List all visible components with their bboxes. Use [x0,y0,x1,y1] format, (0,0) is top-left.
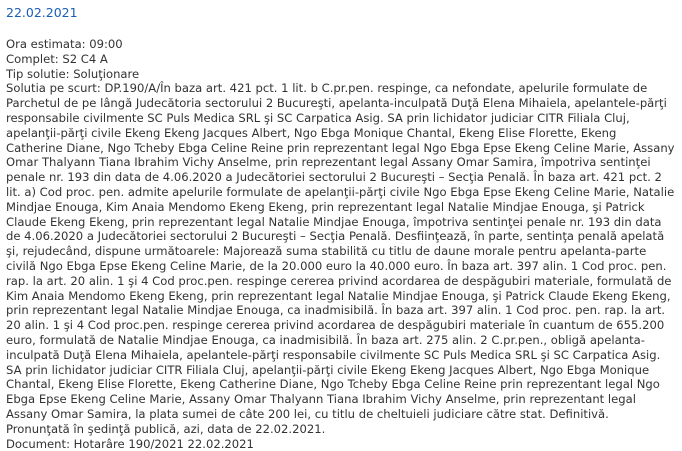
field-value: S2 C4 A [62,51,108,66]
field-solution-type [6,67,676,82]
field-label: Tip solutie: [6,66,74,81]
field-label: Complet: [6,51,63,66]
field-panel [6,52,676,67]
summary-text: DP.190/A/În baza art. 421 pct. 1 lit. b C.pr.pen. respinge, ca nefondate, apelurile formulate de Parchetul de pe lângă Judecătoria sectorului 2 Bucureşti, apelanta-inculpată Duţă Elena Mihaiela, apelantele-părţi responsabile civilmente SC Puls Medica SRL şi SC Carpatica Asig. SA prin lichidator judiciar CITR Filiala Cluj, apelanţii-părţi civile Ekeng Ekeng Jacques Albert, Ngo Ebga Monique Chantal, Ekeng Elise Florette, Ekeng Catherine Diane, Ngo Tcheby Ebga Celine Reine prin reprezentant legal Ngo Ebga Epse Ekeng Celine Marie, Assany Omar Thalyann Tiana Ibrahim Vichy Anselme, prin reprezentant legal Assany Omar Samira, împotriva sentinţei penale nr. 193 din data de 4.06.2020 a Judecătoriei sectorului 2 Bucureşti – Secţia Penală. În baza art. 421 pct. 2 lit. a) Cod proc. pen. admite apelurile formulate de apelanţii-părţi civile Ngo Ebga Epse Ekeng Celine Marie, Natalie Mindjae Enouga, Kim Anaia Mendomo Ekeng Ekeng, prin reprezentant legal Natalie Mindjae Enouga, şi Patrick Claude Ekeng Ekeng, prin reprezentant legal Natalie Mindjae Enouga, împotriva sentinţei penale nr. 193 din data de 4.06.2020 a Judecătoriei sectorului 2 Bucureşti – Secţia Penală. Desfiinţează, în parte, sentinţa penală apelată şi, rejudecând, dispune următoarele: Majorează suma stabilită cu titlu de daune morale pentru apelanta-parte civilă Ngo Ebga Epse Ekeng Celine Marie, de la 20.000 euro la 40.000 euro. În baza art. 397 alin. 1 Cod proc. pen. rap. la art. 20 alin. 1 şi 4 Cod proc.pen. respinge cererea privind acordarea de despăgubiri materiale, formulată de Kim Anaia Mendomo Ekeng Ekeng, prin reprezentant legal Natalie Mindjae Enouga, şi Patrick Claude Ekeng Ekeng, prin reprezentant legal Natalie Mindjae Enouga, ca inadmisibilă. În baza art. 397 alin. 1 Cod proc. pen. rap. la art. 20 alin. 1 şi 4 Cod proc.pen. respinge cererea privind acordarea de despăgubiri materiale în cuantum de 655.200 euro, formulată de Natalie Mindjae Enouga, ca inadmisibilă. În baza art. 275 alin. 2 C.pr.pen., obligă apelanta-inculpată Duţă Elena Mihaiela, apelantele-părţi responsabile civilmente SC Puls Medica SRL şi SC Carpatica Asig. SA prin lichidator judiciar CITR Filiala Cluj, apelanţii-părţi civile Ekeng Ekeng Jacques Albert, Ngo Ebga Monique Chantal, Ekeng Elise Florette, Ekeng Catherine Diane, Ngo Tcheby Ebga Celine Reine prin reprezentant legal Ngo Ebga Epse Ekeng Celine Marie, Assany Omar Thalyann Tiana Ibrahim Vichy Anselme, prin reprezentant legal Assany Omar Samira, la plata sumei de câte 200 lei, cu titlu de cheltuieli judiciare către stat. Definitivă. Pronunţată în şedinţă publică, azi, data de 22.02.2021. [6,81,675,436]
field-value: Soluţionare [73,66,140,81]
field-label: Ora estimata: [6,37,90,51]
document-value: Hotarâre 190/2021 22.02.2021 [73,436,254,451]
field-value: 09:00 [89,37,123,51]
summary-label: Solutia pe scurt: [6,81,105,96]
field-estimated-time [6,37,676,52]
field-short-solution [6,81,676,436]
session-date-link[interactable]: 22.02.2021 [6,5,78,20]
field-document [6,437,676,451]
document-label: Document: [6,436,74,451]
